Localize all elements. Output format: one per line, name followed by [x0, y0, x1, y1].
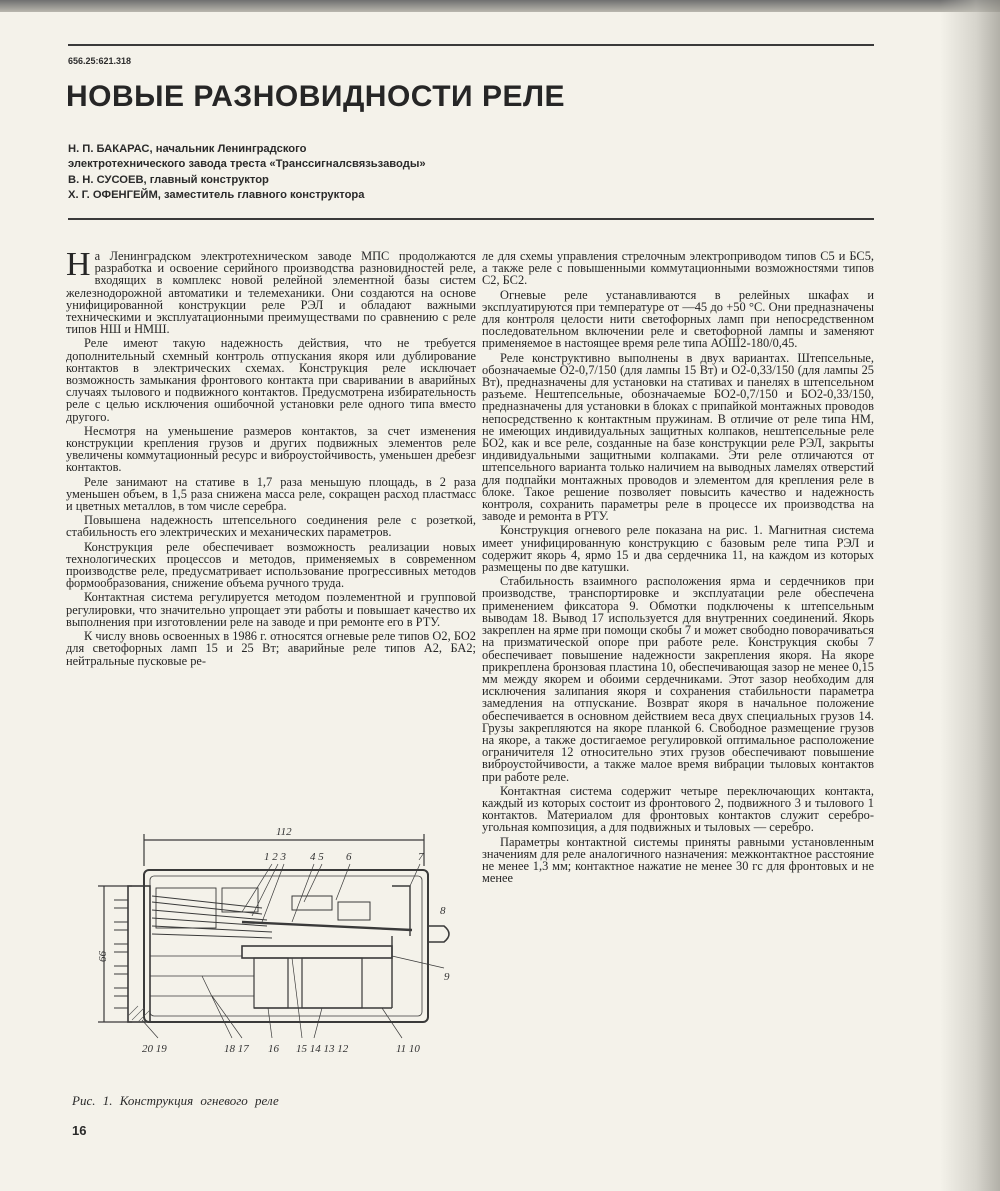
- leader-lines: [142, 864, 444, 1038]
- paragraph: На Ленинградском электротехническом заводе МПС продолжаются разработка и освоение серийного производства разновидностей реле, входящих в комплекс новой релейной элементной базы систем железнодорожной автоматики и телемеханики. Они создаются на основе унифицированной конструкции реле РЭЛ и обладают важными техническими и эксплуатационными преимуществами по сравнению с реле типов НШ и НМШ.: [66, 246, 476, 337]
- figure-label: 1 2 3: [264, 851, 286, 863]
- author-name: В. Н. СУСОЕВ,: [68, 173, 147, 186]
- page-number: 16: [72, 1123, 87, 1138]
- scan-top-border: [0, 0, 1000, 12]
- paragraph: Контактная система содержит четыре переключающих контакта, каждый из которых состоит из фронтового 2, подвижного 3 и тылового 1 контактов. Материалом для фронтовых контактов служит серебро-угольная композиция, а для подвижных и тыловых — серебро.: [482, 783, 874, 835]
- paragraph: Реле занимают на стативе в 1,7 раза меньшую площадь, в 2 раза уменьшен объем, в 1,5 раза снижена масса реле, сокращен расход пластмасс и цветных металлов, в том числе серебра.: [66, 474, 476, 514]
- author-line: [68, 173, 426, 188]
- paragraph: Конструкция реле обеспечивает возможность реализации новых технологических процессов и методов, применяемых в современном производстве реле, предусматривает использование прогрессивных методов формообразования, снижение объема ручного труда.: [66, 539, 476, 591]
- author-name: Н. П. БАКАРАС,: [68, 143, 153, 155]
- figure-label: 20 19: [142, 1043, 167, 1055]
- weights: [338, 902, 370, 920]
- relay-base: [128, 886, 150, 1022]
- paragraph: Огневые реле устанавливаются в релейных шкафах и эксплуатируются при температуре от —45 до +50 °С. Они предназначены для контроля целости нити светофорных ламп при непосредственном последовательном включении реле и светофорной лампы и заменяют применяемое в настоящее время реле типа АОШ2-180/0,45.: [482, 287, 874, 351]
- dimension-height-label: 66: [97, 951, 109, 962]
- yoke: [242, 946, 392, 958]
- paragraph: Повышена надежность штепсельного соединения реле с розеткой, стабильность его электрических и механических параметров.: [66, 513, 476, 540]
- paragraph: Реле имеют такую надежность действия, что не требуется дополнительный схемный контроль отпускания якоря или дублирование контактов в электрических схемах. Конструкция реле исключает возможность замыкания фронтового контакта при сваривании в аварийных случаях тылового и подвижного контактов. Предусмотрена избирательность реле с целью исключения ошибочной установки реле одного типа вместо другого.: [66, 336, 476, 424]
- paragraph: Контактная система регулируется методом поэлементной и групповой регулировки, что значительно упрощает эти работы и повышает качество их выполнения при изготовлении реле на заводе и при ремонте его в РТУ.: [66, 590, 476, 629]
- figure-label: 4 5: [310, 851, 324, 863]
- scan-page-edge: [940, 0, 1000, 1191]
- author-line: [68, 188, 426, 203]
- figure-label: 11 10: [396, 1043, 420, 1055]
- author-line: [68, 142, 426, 157]
- figure-label: 6: [346, 851, 352, 863]
- paragraph: Реле конструктивно выполнены в двух вариантах. Штепсельные, обозначаемые О2-0,7/150 (для лампы 15 Вт) и О2-0,33/150 (для лампы 25 Вт), предназначены для установки на стативах и панелях в штепсельном разъеме. Нештепсельные, обозначаемые БО2-0,7/150 и БО2-0,33/150, предназначены для установки в блоках с припайкой монтажных проводов непосредственно к контактным пружинам. В отличие от реле типа НМ, не имеющих индивидуальных защитных колпаков, нештепсельные реле БО2, как и все реле, созданные на базе конструкции реле РЭЛ, закрыты индивидуальными защитными колпаками. Эти реле отличаются от штепсельного варианта только наличием на выводных ламелях отверстий для подпайки монтажных проводов и элементом для крепления реле в блоке. Такое решение позволяет повысить качество и надежность контроля, сохранить параметры реле в процессе их производства на заводе и ремонта в РТУ.: [482, 350, 874, 524]
- udc-code: 656.25:621.318: [68, 56, 132, 66]
- coil-right: [302, 958, 362, 1008]
- figure-label: 16: [268, 1043, 279, 1055]
- figure-label: 8: [440, 905, 446, 917]
- base-hatching: [128, 1006, 150, 1022]
- figure-caption: Рис. 1. Конструкция огневого реле: [72, 1093, 279, 1108]
- author-line: [68, 157, 426, 172]
- authors-block: [68, 142, 426, 203]
- figure-label: 15 14 13 12: [296, 1043, 349, 1055]
- author-role: заместитель главного конструктора: [164, 188, 365, 201]
- article-column-right: [482, 250, 874, 886]
- paragraph: Параметры контактной системы приняты равными установленным значениям для реле аналогичного назначения: межконтактное расстояние не менее 1,3 мм; контактное нажатие не менее 30 гс для фронтовых и не менее: [482, 834, 874, 886]
- header-rule-bottom: [68, 218, 874, 220]
- dimension-width-label: 112: [276, 826, 292, 838]
- article-column-left: [66, 246, 476, 669]
- coil-left: [254, 958, 288, 1008]
- plug-pins: [114, 900, 128, 1008]
- drop-cap: Н: [66, 246, 91, 283]
- paragraph: Стабильность взаимного расположения ярма и сердечников при производстве, транспортировке и эксплуатации реле обеспечена применением фиксатора 9. Обмотки подключены к штепсельным выводам 18. Вывод 17 используется для внутренних соединений. Якорь закреплен на ярме при помощи скобы 7 и может свободно поворачиваться на призматической опоре при работе реле. Конструкция скобы 7 обеспечивает повышение надежности закрепления якоря. На якоре прикреплена бронзовая пластина 10, обеспечивающая зазор не менее 0,15 мм между якорем и обоими сердечниками. Этот зазор необходим для исключения залипания якоря и сохранения стабильности параметра замедления на отпускание. Возврат якоря в начальное положение обеспечивается в основном действием веса двух специальных грузов 14. Грузы закрепляются на якоре планкой 6. Свободное размещение грузов на якоре, а также достигаемое регулировкой оптимальное расположение ограничителя 12 относительно этих грузов обеспечивают повышение виброустойчивости, а также малое время вибрации тыловых контактов при работе реле.: [482, 574, 874, 784]
- paragraph: К числу вновь освоенных в 1986 г. относятся огневые реле типов О2, БО2 для светофорных ламп 15 и 25 Вт; аварийные реле типов А2, БА2; нейтральные пусковые ре-: [66, 629, 476, 668]
- relay-drawing: [92, 826, 472, 1076]
- author-name: Х. Г. ОФЕНГЕЙМ,: [68, 188, 161, 201]
- figure-label: 7: [418, 851, 424, 863]
- armature: [242, 922, 412, 930]
- author-role: электротехнического завода треста «Транссигналсвязьзаводы»: [68, 158, 426, 171]
- paragraph: Конструкция огневого реле показана на рис. 1. Магнитная система имеет унифицированную конструкцию с базовым реле типа РЭЛ и содержит якорь 4, ярмо 15 и два сердечника 11, на каждом из которых размещены по две катушки.: [482, 523, 874, 575]
- article-title: НОВЫЕ РАЗНОВИДНОСТИ РЕЛЕ: [66, 80, 566, 113]
- weight-plank: [292, 896, 332, 910]
- author-role: главный конструктор: [149, 173, 269, 186]
- figure-label: 9: [444, 971, 450, 983]
- author-role: начальник Ленинградского: [155, 143, 307, 155]
- header-rule-top: [68, 44, 874, 46]
- contact-springs: [152, 888, 272, 938]
- paragraph: ле для схемы управления стрелочным электроприводом типов С5 и БС5, а также реле с повышенными коммутационными возможностями типов С2, БС2.: [482, 249, 874, 288]
- figure-label: 18 17: [224, 1043, 249, 1055]
- paragraph: Несмотря на уменьшение размеров контактов, за счет изменения конструкции крепления грузов и других подвижных элементов реле увеличены коммутационный ресурс и виброустойчивость, уменьшен дребезг контактов.: [66, 423, 476, 475]
- cover-handle: [428, 926, 449, 942]
